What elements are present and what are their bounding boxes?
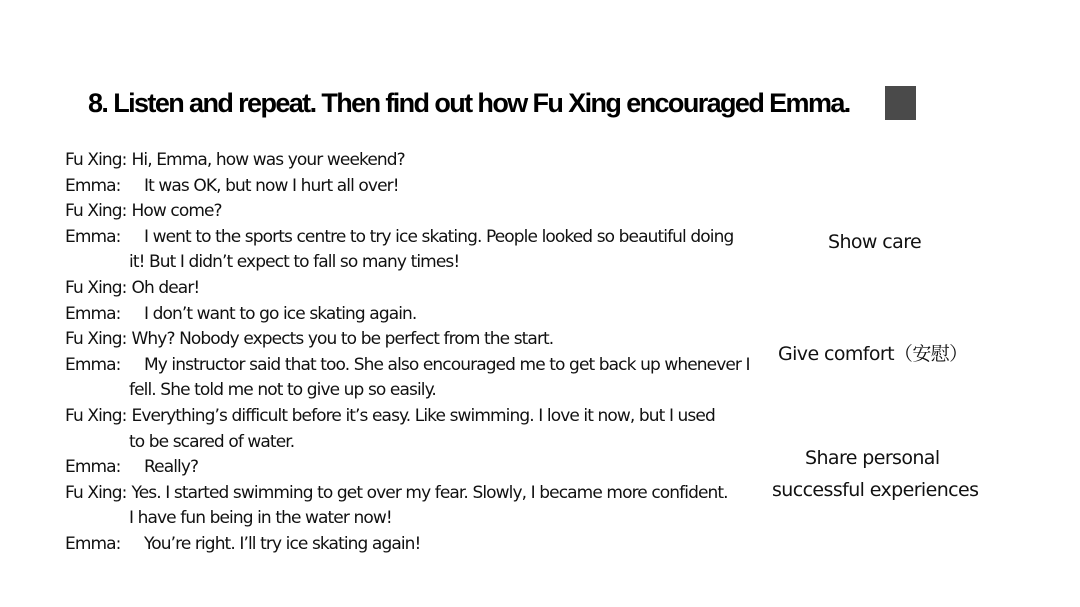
dialogue-line — [65, 148, 805, 174]
dialogue-line — [65, 302, 805, 328]
exercise-title: 8. Listen and repeat. Then find out how Fu Xing encouraged Emma. — [88, 88, 850, 118]
dialogue-text: I don’t want to go ice skating again. — [144, 303, 417, 324]
speaker-label: Emma: — [65, 175, 121, 196]
dialogue-text: I went to the sports centre to try ice skating. People looked so beautiful doing — [144, 226, 734, 247]
dialogue-text: Why? Nobody expects you to be perfect from the start. — [131, 329, 554, 350]
speaker-label: Fu Xing: — [65, 277, 127, 298]
speaker-label: Emma: — [65, 533, 121, 554]
dialogue-text: Everything’s difficult before it’s easy. Like swimming. I love it now, but I used — [131, 405, 715, 426]
dialogue-line — [65, 174, 805, 200]
dialogue-text: Really? — [144, 457, 199, 478]
dialogue — [65, 148, 805, 558]
dialogue-text: Yes. I started swimming to get over my fear. Slowly, I became more confident. — [131, 482, 728, 503]
dialogue-text: Hi, Emma, how was your weekend? — [131, 150, 405, 170]
speaker-label: Fu Xing: — [65, 201, 127, 222]
dialogue-text: You’re right. I’ll try ice skating again! — [144, 533, 421, 554]
speaker-label: Fu Xing: — [65, 329, 127, 350]
dialogue-continuation: it! But I didn’t expect to fall so many times! — [129, 252, 460, 273]
annotation-show-care: Show care — [828, 231, 922, 253]
speaker-label: Emma: — [65, 303, 121, 324]
dialogue-text: How come? — [131, 201, 222, 222]
speaker-label: Emma: — [65, 457, 121, 478]
dialogue-line — [65, 532, 805, 558]
dialogue-continuation: to be scared of water. — [129, 431, 295, 452]
speaker-label: Fu Xing: — [65, 482, 127, 503]
annotation-successful-experiences: successful experiences — [772, 479, 979, 501]
speaker-label: Emma: — [65, 354, 121, 375]
dialogue-line — [65, 353, 805, 379]
dialogue-text: Oh dear! — [131, 277, 200, 298]
dialogue-line — [65, 199, 805, 225]
speaker-label: Emma: — [65, 226, 121, 247]
dialogue-text: It was OK, but now I hurt all over! — [144, 175, 399, 196]
dialogue-continuation: I have fun being in the water now! — [129, 508, 392, 529]
speaker-label: Fu Xing: — [65, 405, 127, 426]
annotation-share-personal: Share personal — [805, 447, 940, 469]
dialogue-line — [65, 225, 805, 251]
dialogue-line — [65, 481, 805, 507]
dialogue-text: My instructor said that too. She also encouraged me to get back up whenever I — [144, 354, 750, 375]
dialogue-continuation: fell. She told me not to give up so easily. — [129, 380, 436, 401]
dialogue-line — [65, 327, 805, 353]
annotation-give-comfort: Give comfort（安慰） — [778, 343, 968, 365]
dialogue-line — [65, 404, 805, 430]
speaker-label: Fu Xing: — [65, 150, 127, 170]
redaction-block — [885, 86, 916, 120]
dialogue-line — [65, 455, 805, 481]
dialogue-line — [65, 276, 805, 302]
